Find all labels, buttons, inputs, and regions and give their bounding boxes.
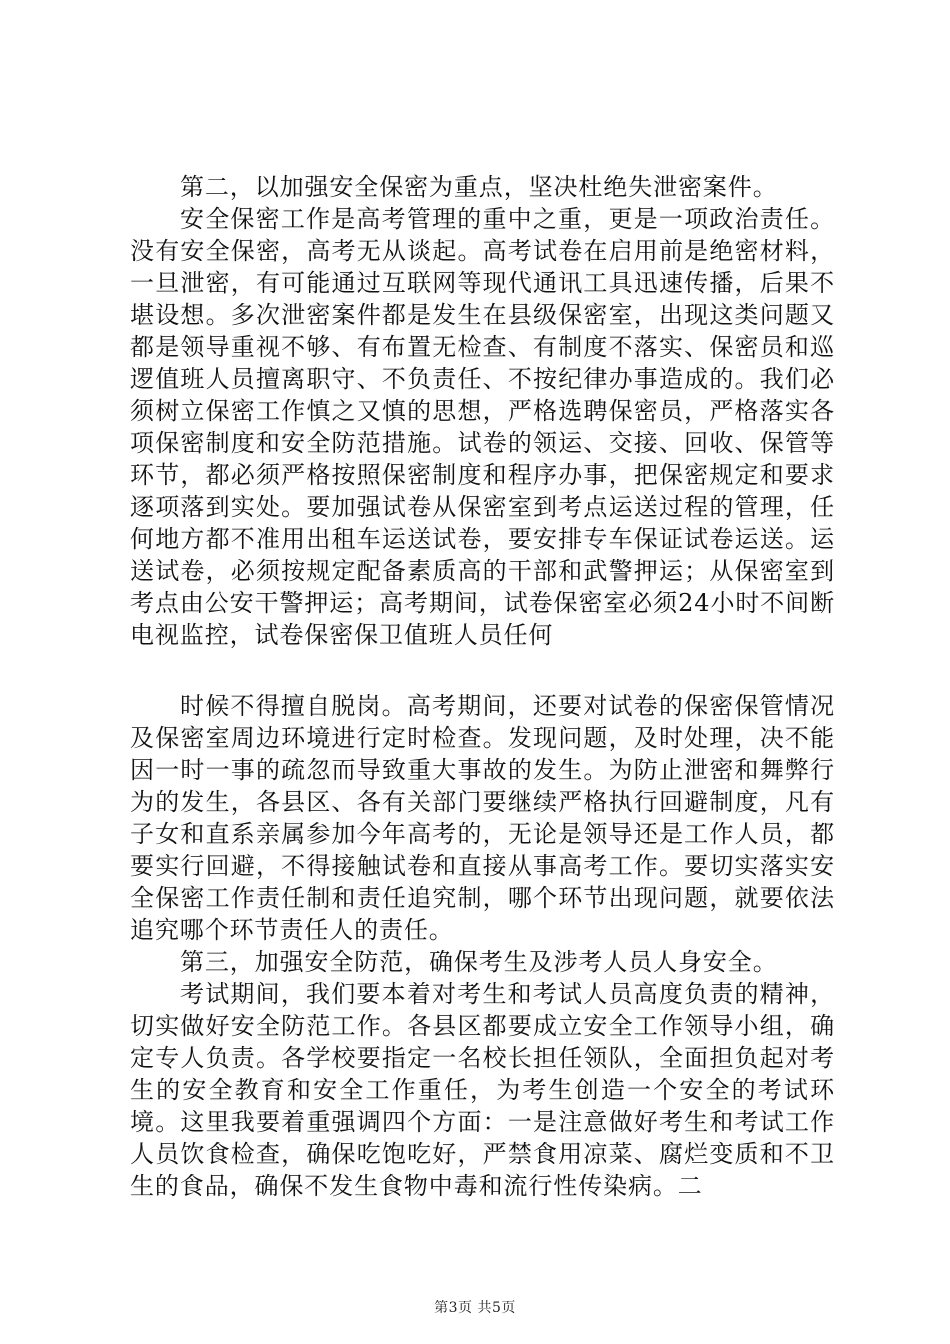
section2-heading: 第二，以加强安全保密为重点，坚决杜绝失泄密案件。 <box>180 173 778 201</box>
section2-paragraph-continued: 时候不得擅自脱岗。高考期间，还要对试卷的保密保管情况及保密室周边环境进行定时检查。发现问题，及时处理，决不能因一时一事的疏忽而导致重大事故的发生。为防止泄密和舞弊行为的发生，各县区、各有关部门要继续严格执行回避制度，凡有子女和直系亲属参加今年高考的，无论是领导还是工作人员，都要实行回避，不得接触试卷和直接从事高考工作。要切实落实安全保密工作责任制和责任追究制，哪个环节出现问题，就要依法追究哪个环节责任人的责任。 <box>130 692 835 944</box>
section3-heading: 第三，加强安全防范，确保考生及涉考人员人身安全。 <box>180 948 778 976</box>
text-block-upper <box>130 171 835 651</box>
text-block-lower <box>130 690 835 1202</box>
section3-paragraph: 考试期间，我们要本着对考生和考试人员高度负责的精神，切实做好安全防范工作。各县区都要成立安全工作领导小组，确定专人负责。各学校要指定一名校长担任领队，全面担负起对考生的安全教育和安全工作重任，为考生创造一个安全的考试环境。这里我要着重强调四个方面：一是注意做好考生和考试工作人员饮食检查，确保吃饱吃好，严禁食用凉菜、腐烂变质和不卫生的食品，确保不发生食物中毒和流行性传染病。二 <box>130 980 835 1200</box>
page-footer: 第3页 共5页 <box>434 1300 516 1316</box>
section2-paragraph: 安全保密工作是高考管理的重中之重，更是一项政治责任。没有安全保密，高考无从谈起。高考试卷在启用前是绝密材料，一旦泄密，有可能通过互联网等现代通讯工具迅速传播，后果不堪设想。多次泄密案件都是发生在县级保密室，出现这类问题又都是领导重视不够、有布置无检查、有制度不落实、保密员和巡逻值班人员擅离职守、不负责任、不按纪律办事造成的。我们必须树立保密工作慎之又慎的思想，严格选聘保密员，严格落实各项保密制度和安全防范措施。试卷的领运、交接、回收、保管等环节，都必须严格按照保密制度和程序办事，把保密规定和要求逐项落到实处。要加强试卷从保密室到考点运送过程的管理，任何地方都不准用出租车运送试卷，要安排专车保证试卷运送。运送试卷，必须按规定配备素质高的干部和武警押运；从保密室到考点由公安干警押运；高考期间，试卷保密室必须24小时不间断电视监控，试卷保密保卫值班人员任何 <box>130 205 835 649</box>
